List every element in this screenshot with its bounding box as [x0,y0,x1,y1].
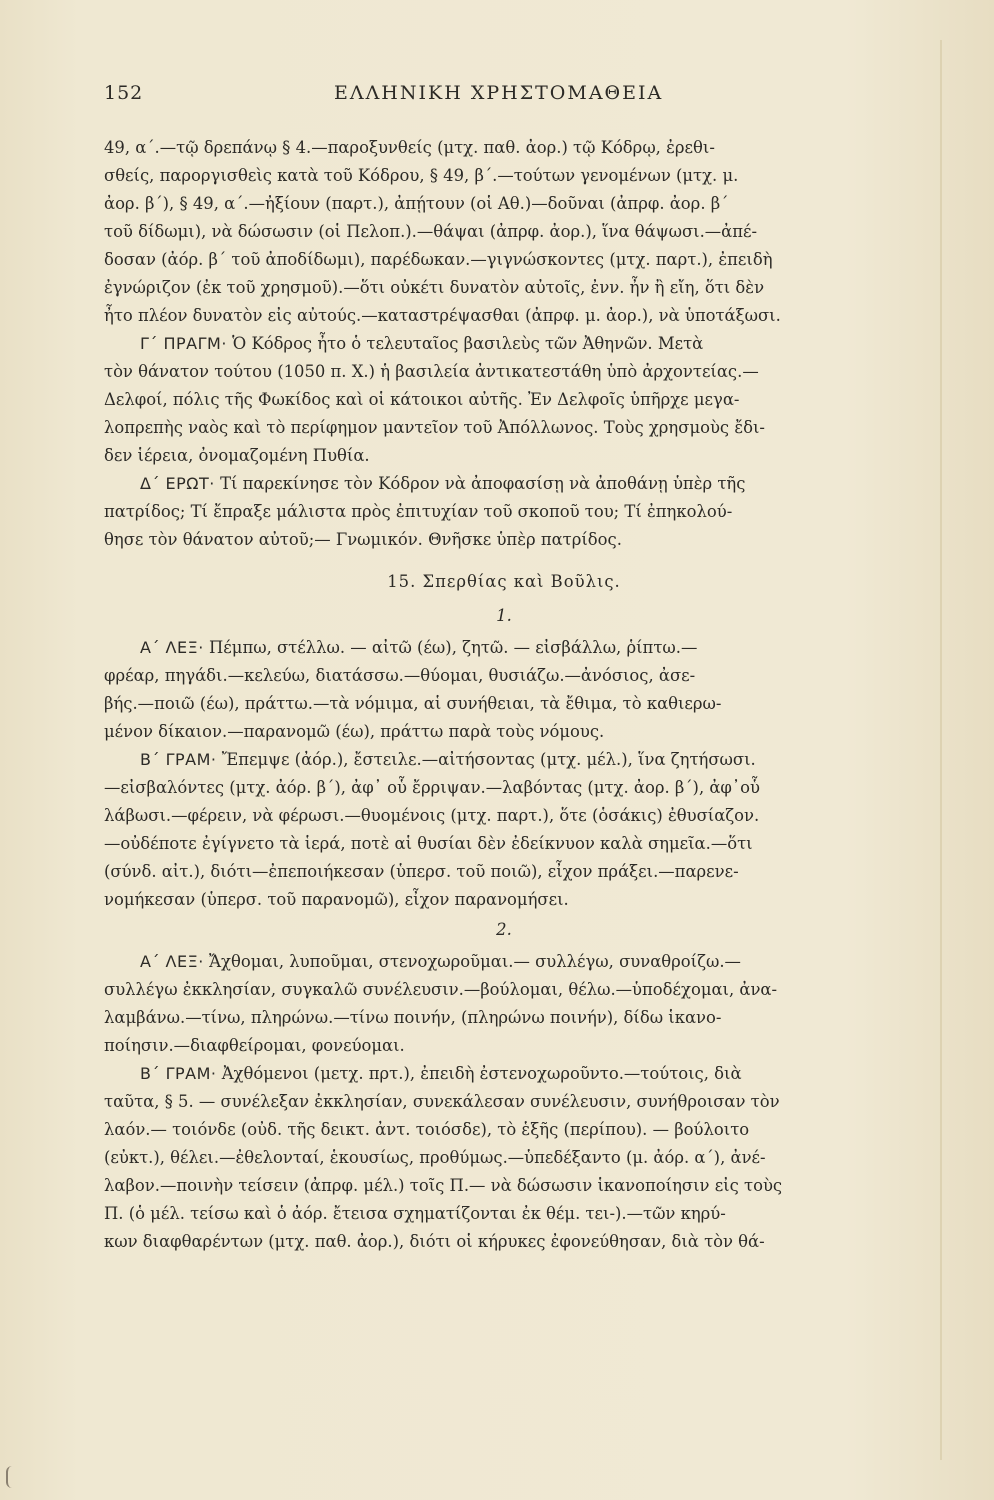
text-line: θησε τὸν θάνατον αὐτοῦ;— Γνωμικόν. Θνῆσκε ὑπὲρ πατρίδος. [104,530,622,549]
page-edge-shadow [940,40,942,1460]
text-line: Τί παρεκίνησε τὸν Κόδρον νὰ ἀποφασίσῃ νὰ ἀποθάνῃ ὑπὲρ τῆς [220,474,746,493]
section-label: Β΄ ΓΡΑΜ· [140,1064,217,1083]
margin-bracket-mark [6,1466,16,1488]
text-line: (εὐκτ.), θέλει.—ἐθελονταί, ἑκουσίως, προθύμως.—ὑπεδέξαντο (μ. ἀόρ. α΄), ἀνέ- [104,1148,766,1167]
section-label: Β΄ ΓΡΑΜ· [140,750,217,769]
page-number: 152 [104,82,144,104]
gram-paragraph [104,1060,904,1088]
text-line: τοῦ δίδωμι), νὰ δώσωσιν (οἱ Πελοπ.).—θάψαι (ἀπρφ. ἀορ.), ἵνα θάψωσι.—ἀπέ- [104,222,758,241]
text-line: ταῦτα, § 5. — συνέλεξαν ἐκκλησίαν, συνεκάλεσαν συνέλευσιν, συνήθροισαν τὸν [104,1092,780,1111]
text-line: συλλέγω ἐκκλησίαν, συγκαλῶ συνέλευσιν.—βούλομαι, θέλω.—ὑποδέχομαι, ἀνα- [104,980,778,999]
text-line: τὸν θάνατον τούτου (1050 π. Χ.) ἡ βασιλεία ἀντικατεστάθη ὑπὸ ἀρχοντείας.— [104,362,759,381]
section-label: Α΄ ΛΕΞ· [140,952,204,971]
text-line: ἦτο πλέον δυνατὸν εἰς αὐτούς.—καταστρέψασθαι (ἀπρφ. μ. ἀορ.), νὰ ὑποτάξωσι. [104,306,781,325]
text-line: ποίησιν.—διαφθείρομαι, φονεύομαι. [104,1036,405,1055]
page-header [104,82,914,112]
section-label: Γ΄ ΠΡΑΓΜ· [140,334,227,353]
section-label: Α΄ ΛΕΞ· [140,638,204,657]
section-erot [104,470,904,498]
lex-paragraph [104,634,904,662]
text-line: Δελφοί, πόλις τῆς Φωκίδος καὶ οἱ κάτοικοι αὐτῆς. Ἐν Δελφοῖς ὑπῆρχε μεγα- [104,390,740,409]
text-line: —οὐδέποτε ἐγίγνετο τὰ ἱερά, ποτὲ αἱ θυσίαι δὲν ἐδείκνυον καλὰ σημεῖα.—ὅτι [104,834,753,853]
text-line: λοπρεπὴς ναὸς καὶ τὸ περίφημον μαντεῖον τοῦ Ἀπόλλωνος. Τοὺς χρησμοὺς ἔδι- [104,418,765,437]
text-line: λαβον.—ποινὴν τείσειν (ἀπρφ. μέλ.) τοῖς Π.— νὰ δώσωσιν ἱκανοποίησιν εἰς τοὺς [104,1176,783,1195]
text-line: σθείς, παροργισθεὶς κατὰ τοῦ Κόδρου, § 49, β΄.—τούτων γενομένων (μτχ. μ. [104,166,739,185]
text-line: 49, α΄.—τῷ δρεπάνῳ § 4.—παροξυνθείς (μτχ. παθ. ἀορ.) τῷ Κόδρῳ, ἐρεθι- [104,138,715,157]
body-text [104,134,904,1256]
text-line: Ἔπεμψε (ἀόρ.), ἔστειλε.—αἰτήσοντας (μτχ. μέλ.), ἵνα ζητήσωσι. [221,750,756,769]
text-line: λάβωσι.—φέρειν, νὰ φέρωσι.—θυομένοις (μτχ. παρτ.), ὅτε (ὁσάκις) ἐθυσίαζον. [104,806,760,825]
part-number: 1. [496,606,512,625]
text-line: Ὁ Κόδρος ἦτο ὁ τελευταῖος βασιλεὺς τῶν Ἀθηνῶν. Μετὰ [232,334,704,353]
text-line: κων διαφθαρέντων (μτχ. παθ. ἀορ.), διότι οἱ κήρυκες ἐφονεύθησαν, διὰ τὸν θά- [104,1232,765,1251]
text-line: νομήκεσαν (ὑπερσ. τοῦ παρανομῶ), εἶχον παρανομήσει. [104,890,569,909]
text-line: Ἀχθόμενοι (μετχ. πρτ.), ἐπειδὴ ἐστενοχωροῦντο.—τούτοις, διὰ [221,1064,742,1083]
section-label: Δ΄ ΕΡΩΤ· [140,474,215,493]
text-line: —εἰσβαλόντες (μτχ. ἀόρ. β΄), ἀφ᾽ οὗ ἔρριψαν.—λαβόντας (μτχ. ἀορ. β΄), ἀφ᾽οὗ [104,778,760,797]
gram-paragraph [104,746,904,774]
text-line: δοσαν (ἀόρ. β΄ τοῦ ἀποδίδωμι), παρέδωκαν.—γιγνώσκοντες (μτχ. παρτ.), ἐπειδὴ [104,250,773,269]
text-line: πατρίδος; Τί ἔπραξε μάλιστα πρὸς ἐπιτυχίαν τοῦ σκοποῦ του; Τί ἐπηκολού- [104,502,733,521]
text-line: Πέμπω, στέλλω. — αἰτῶ (έω), ζητῶ. — εἰσβάλλω, ῥίπτω.— [209,638,698,657]
text-line: Ἄχθομαι, λυποῦμαι, στενοχωροῦμαι.— συλλέγω, συναθροίζω.— [209,952,741,971]
text-line: ἀορ. β΄), § 49, α΄.—ἠξίουν (παρτ.), ἀπῄτουν (οἱ Αθ.)—δοῦναι (ἀπρφ. ἀορ. β΄ [104,194,729,213]
text-line: Π. (ὁ μέλ. τείσω καὶ ὁ ἀόρ. ἔτεισα σχηματίζονται ἐκ θέμ. τει-).—τῶν κηρύ- [104,1204,726,1223]
text-line: μένον δίκαιον.—παρανομῶ (έω), πράττω παρὰ τοὺς νόμους. [104,722,605,741]
text-line: δεν ἱέρεια, ὀνομαζομένη Πυθία. [104,446,370,465]
lex-paragraph [104,948,904,976]
text-line: (σύνδ. αἰτ.), διότι—ἐπεποιήκεσαν (ὑπερσ. τοῦ ποιῶ), εἶχον πράξει.—παρενε- [104,862,739,881]
text-line: λαμβάνω.—τίνω, πληρώνω.—τίνω ποινήν, (πληρώνω ποινήν), δίδω ἱκανο- [104,1008,722,1027]
text-line: βής.—ποιῶ (έω), πράττω.—τὰ νόμιμα, αἱ συνήθειαι, τὰ ἔθιμα, τὸ καθιερω- [104,694,722,713]
running-title: ΕΛΛΗΝΙΚΗ ΧΡΗΣΤΟΜΑΘΕΙΑ [334,82,664,104]
section-pragm [104,330,904,358]
text-line: ἐγνώριζον (ἐκ τοῦ χρησμοῦ).—ὅτι οὐκέτι δυνατὸν αὐτοῖς, ἐνν. ἦν ἢ εἴη, ὅτι δὲν [104,278,765,297]
part-number: 2. [496,920,512,939]
lesson-heading: 15. Σπερθίας καὶ Βοῦλις. [387,572,621,591]
text-line: λαόν.— τοιόνδε (οὐδ. τῆς δεικτ. ἀντ. τοιόσδε), τὸ ἑξῆς (περίπου). — βούλοιτο [104,1120,750,1139]
text-line: φρέαρ, πηγάδι.—κελεύω, διατάσσω.—θύομαι, θυσιάζω.—ἀνόσιος, ἀσε- [104,666,696,685]
